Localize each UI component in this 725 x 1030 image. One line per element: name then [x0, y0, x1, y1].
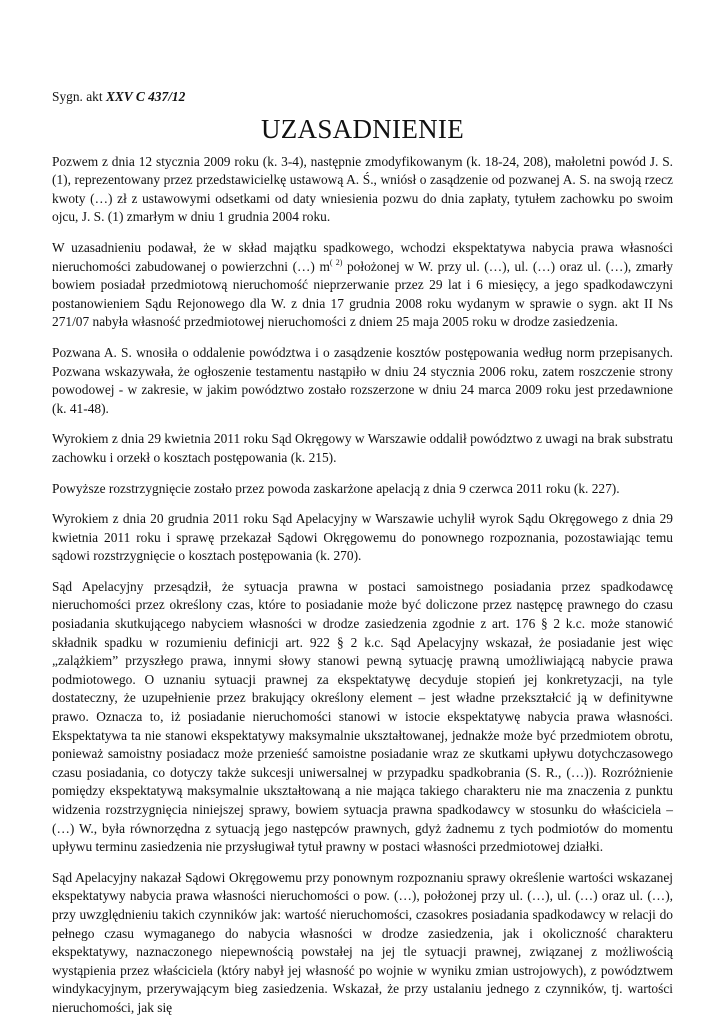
paragraph-claim: Pozwem z dnia 12 stycznia 2009 roku (k. 3-4), następnie zmodyfikowanym (k. 18-24, 208), małoletni powód J. S. (1), reprezentowany przez przedstawicielkę ustawową A. Ś., wniósł o zasądzenie od pozwanej A. S. na swoją rzecz kwoty (…) zł z ustawowymi odsetkami od daty wniesienia pozwu do dnia zapłaty, tytułem zachowku po swoim ojcu, J. S. (1) zmarłym w dniu 1 grudnia 2004 roku. [52, 153, 673, 225]
paragraph-justification-text-a: W uzasadnieniu podawał, że w skład majątku spadkowego, wchodzi ekspektatywa nabycia prawa własności nieruchomości zabudowanej o powierzchni (…) m [52, 239, 673, 274]
case-signature-label: Sygn. akt [52, 89, 106, 104]
paragraph-justification-text-b: położonej w W. przy ul. (…), ul. (…) oraz ul. (…), zmarły bowiem posiadał przedmiotową nieruchomość nieprzerwanie przez 29 lat i 6 miesięcy, a jego spadkodawczyni postanowieniem Sądu Rejonowego dla W. z dnia 17 grudnia 2008 roku wydanym w sprawie o sygn. akt II Ns 271/07 nabyła własność przedmiotowej nieruchomości z dniem 25 maja 2005 roku w drodze zasiedzenia. [52, 258, 673, 330]
paragraph-appeal-judgment: Wyrokiem z dnia 20 grudnia 2011 roku Sąd Apelacyjny w Warszawie uchylił wyrok Sądu Okręgowego z dnia 29 kwietnia 2011 roku i sprawę przekazał Sądowi Okręgowemu do ponownego rozpoznania, pozostawiając temu sądowi rozstrzygnięcie o kosztach postępowania (k. 270). [52, 511, 673, 564]
case-signature [52, 88, 673, 107]
superscript-2: ( 2) [329, 257, 343, 267]
paragraph-defendant: Pozwana A. S. wnosiła o oddalenie powództwa i o zasądzenie kosztów postępowania według norm przepisanych. Pozwana wskazywała, że ogłoszenie testamentu nastąpiło w dniu 24 stycznia 2006 roku, zatem roszczenie strony powodowej - w zakresie, w jakim powództwo zostało rozszerzone w dniu 24 marca 2009 roku jest przedawnione (k. 41-48). [52, 344, 673, 416]
paragraph-first-judgment: Wyrokiem z dnia 29 kwietnia 2011 roku Sąd Okręgowy w Warszawie oddalił powództwo z uwagi na brak substratu zachowku i orzekł o kosztach postępowania (k. 215). [52, 431, 673, 465]
paragraph-appeal-reasoning: Sąd Apelacyjny przesądził, że sytuacja prawna w postaci samoistnego posiadania przez spadkodawcę nieruchomości przez określony czas, które to posiadanie może być doliczone przez następcę prawnego do czasu posiadania skutkującego nabyciem własności w drodze zasiedzenia zgodnie z art. 176 § 2 k.c. może stanowić składnik spadku w rozumieniu definicji art. 922 § 2 k.c. Sąd Apelacyjny wskazał, że posiadanie jest więc „zalążkiem” przyszłego prawa, innymi słowy stanowi pewną sytuację prawną umożliwiającą nabycie prawa podmiotowego. O uznaniu sytuacji prawnej za ekspektatywę decyduje stopień jej konkretyzacji, na tyle dostateczny, że uzupełnienie przez brakujący określony element – jest władne przekształcić ją w definitywne prawo. Oznacza to, iż posiadanie nieruchomości stanowi w istocie ekspektatywę nabycia prawa własności. Ekspektatywa ta nie stanowi ekspektatywy maksymalnie ukształtowanej, jednakże może być przedmiotem obrotu, ponieważ samoistny posiadacz może przenieść samoistne posiadanie wraz ze skutkami upływu dotychczasowego czasu posiadania, co dotyczy także sukcesji uniwersalnej w przypadku spadkobrania (S. R., (…)). Rozróżnienie pomiędzy ekspektatywą maksymalnie ukształtowaną a nie mająca takiego charakteru nie ma znaczenia z punktu widzenia rozstrzygnięcia niniejszej sprawy, bowiem sytuacja prawna spadkodawcy w stosunku do właściciela – (…) W., była równorzędna z sytuacją jego następców prawnych, gdyż żadnemu z tych podmiotów do momentu upływu terminu zasiedzenia nie przysługiwał tytuł prawny w postaci własności przedmiotowej działki. [52, 578, 673, 855]
paragraph-appeal: Powyższe rozstrzygnięcie zostało przez powoda zaskarżone apelacją z dnia 9 czerwca 2011 roku (k. 227). [52, 480, 620, 496]
paragraph-justification [52, 239, 673, 332]
paragraph-appeal-instructions: Sąd Apelacyjny nakazał Sądowi Okręgowemu przy ponownym rozpoznaniu sprawy określenie wartości wskazanej ekspektatywy nabycia prawa własności nieruchomości o pow. (…), położonej przy ul. (…), ul. (…) oraz ul. (…), przy uwzględnieniu takich czynników jak: wartość nieruchomości, czasokres posiadania spadkodawcy w relacji do pełnego czasu wymaganego do nabycia własności w drodze zasiedzenia, jak i okoliczność charakteru ekspektatywy, naznaczonego niepewnością powstałej na jej tle sytuacji prawnej, związanej z możliwością wystąpienia przez właściciela (który nabył jej własność po wojnie w wyniku zmian ustrojowych), z powództwem windykacyjnym, przerywającym bieg zasiedzenia. Wskazał, że przy ustalaniu jednego z czynników, tj. wartości nieruchomości, jak się [52, 869, 673, 1015]
case-number: XXV C 437/12 [105, 89, 186, 104]
document-title: UZASADNIENIE [260, 113, 465, 144]
document-page [52, 88, 673, 1030]
